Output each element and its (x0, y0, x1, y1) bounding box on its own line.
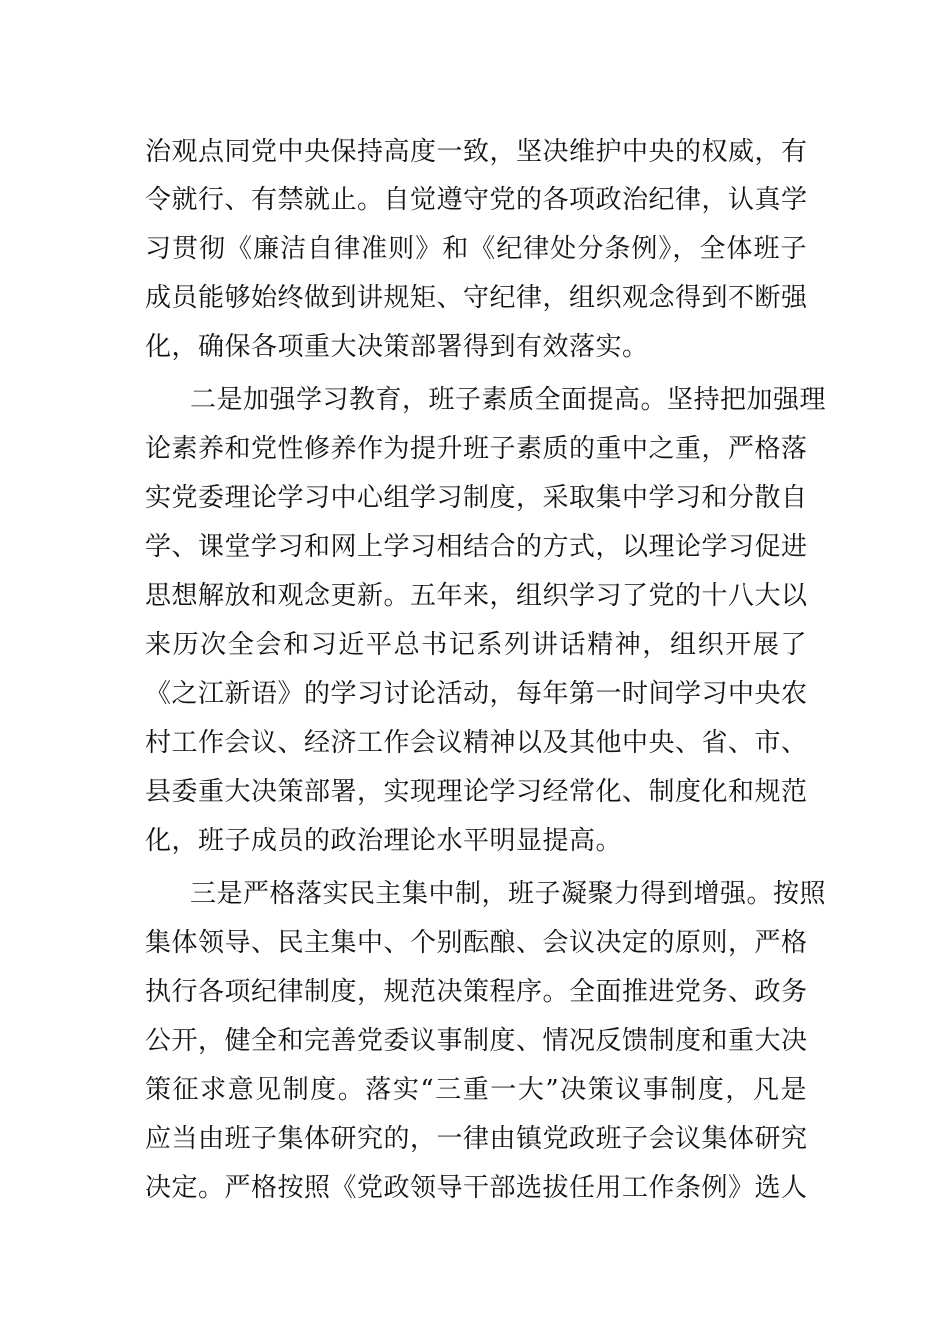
paragraph-start-line: 二是加强学习教育，班子素质全面提高。坚持把加强理 (190, 385, 827, 415)
text-line: 治观点同党中央保持高度一致，坚决维护中央的权威，有 (145, 137, 808, 167)
paragraph-start-line: 三是严格落实民主集中制，班子凝聚力得到增强。按照 (190, 879, 827, 909)
text-line: 思想解放和观念更新。五年来，组织学习了党的十八大以 (145, 581, 808, 611)
text-line: 《之江新语》的学习讨论活动，每年第一时间学习中央农 (145, 679, 808, 709)
text-line: 村工作会议、经济工作会议精神以及其他中央、省、市、 (145, 728, 808, 758)
text-line: 应当由班子集体研究的，一律由镇党政班子会议集体研究 (145, 1124, 808, 1154)
text-line: 令就行、有禁就止。自觉遵守党的各项政治纪律，认真学 (145, 185, 808, 215)
text-line: 论素养和党性修养作为提升班子素质的重中之重，严格落 (145, 434, 808, 464)
text-line: 集体领导、民主集中、个别酝酿、会议决定的原则，严格 (145, 928, 808, 958)
text-line: 策征求意见制度。落实“三重一大”决策议事制度，凡是 (145, 1075, 807, 1105)
text-line: 公开，健全和完善党委议事制度、情况反馈制度和重大决 (145, 1026, 808, 1056)
text-line: 学、课堂学习和网上学习相结合的方式，以理论学习促进 (145, 532, 808, 562)
text-line: 决定。严格按照《党政领导干部选拔任用工作条例》选人 (145, 1173, 808, 1203)
text-line: 来历次全会和习近平总书记系列讲话精神，组织开展了 (145, 630, 807, 660)
text-line: 实党委理论学习中心组学习制度，采取集中学习和分散自 (145, 483, 808, 513)
text-line: 化，班子成员的政治理论水平明显提高。 (145, 826, 623, 856)
text-line: 成员能够始终做到讲规矩、守纪律，组织观念得到不断强 (145, 283, 808, 313)
text-line: 习贯彻《廉洁自律准则》和《纪律处分条例》，全体班子 (145, 234, 807, 264)
text-line: 执行各项纪律制度，规范决策程序。全面推进党务、政务 (145, 977, 808, 1007)
text-line: 县委重大决策部署，实现理论学习经常化、制度化和规范 (145, 777, 808, 807)
text-line: 化，确保各项重大决策部署得到有效落实。 (145, 332, 649, 362)
